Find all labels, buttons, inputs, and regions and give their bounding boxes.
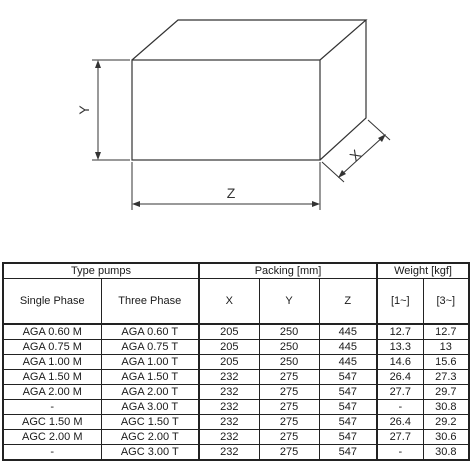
weight-1ph-cell: - <box>377 445 423 461</box>
y-arrow-top <box>95 60 101 68</box>
z-cell: 445 <box>319 355 377 370</box>
y-arrow-bottom <box>95 152 101 160</box>
weight-3ph-cell: 27.3 <box>423 370 469 385</box>
single-phase-cell: AGC 1.50 M <box>3 415 101 430</box>
single-phase-header: Single Phase <box>3 279 101 325</box>
y-cell: 275 <box>259 415 319 430</box>
x-cell: 232 <box>199 400 259 415</box>
single-phase-cell: AGA 1.50 M <box>3 370 101 385</box>
three-phase-cell: AGC 2.00 T <box>101 430 199 445</box>
box-front-face <box>132 60 320 160</box>
single-phase-cell: AGA 2.00 M <box>3 385 101 400</box>
weight-1ph-cell: 27.7 <box>377 430 423 445</box>
weight-header: Weight [kgf] <box>377 263 469 279</box>
weight-3ph-header: [3~] <box>423 279 469 325</box>
table-row <box>3 340 469 355</box>
z-arrow-right <box>312 201 320 207</box>
x-cell: 232 <box>199 445 259 461</box>
table-row <box>3 400 469 415</box>
weight-3ph-cell: 29.2 <box>423 415 469 430</box>
three-phase-cell: AGA 1.50 T <box>101 370 199 385</box>
x-cell: 232 <box>199 370 259 385</box>
weight-3ph-cell: 13 <box>423 340 469 355</box>
table-row <box>3 430 469 445</box>
weight-1ph-cell: 13.3 <box>377 340 423 355</box>
single-phase-cell: AGA 0.75 M <box>3 340 101 355</box>
weight-1ph-cell: 27.7 <box>377 385 423 400</box>
z-cell: 445 <box>319 324 377 340</box>
table-row <box>3 355 469 370</box>
y-header: Y <box>259 279 319 325</box>
single-phase-cell: AGC 2.00 M <box>3 430 101 445</box>
weight-1ph-cell: 12.7 <box>377 324 423 340</box>
three-phase-cell: AGC 1.50 T <box>101 415 199 430</box>
table-row <box>3 445 469 461</box>
weight-1ph-cell: 14.6 <box>377 355 423 370</box>
table-row <box>3 324 469 340</box>
table-body <box>3 324 469 460</box>
weight-3ph-cell: 29.7 <box>423 385 469 400</box>
z-cell: 547 <box>319 415 377 430</box>
z-cell: 547 <box>319 385 377 400</box>
three-phase-cell: AGC 3.00 T <box>101 445 199 461</box>
y-cell: 275 <box>259 445 319 461</box>
x-ext-2 <box>368 120 390 140</box>
weight-3ph-cell: 30.6 <box>423 430 469 445</box>
table-row <box>3 415 469 430</box>
single-phase-cell: AGA 1.00 M <box>3 355 101 370</box>
z-cell: 547 <box>319 400 377 415</box>
weight-1ph-cell: 26.4 <box>377 370 423 385</box>
packing-header: Packing [mm] <box>199 263 377 279</box>
weight-1ph-cell: 26.4 <box>377 415 423 430</box>
weight-3ph-cell: 30.8 <box>423 445 469 461</box>
x-cell: 205 <box>199 355 259 370</box>
weight-1ph-cell: - <box>377 400 423 415</box>
three-phase-cell: AGA 0.75 T <box>101 340 199 355</box>
y-cell: 275 <box>259 385 319 400</box>
weight-3ph-cell: 12.7 <box>423 324 469 340</box>
z-header: Z <box>319 279 377 325</box>
z-label: Z <box>226 185 236 201</box>
three-phase-header: Three Phase <box>101 279 199 325</box>
x-header: X <box>199 279 259 325</box>
z-cell: 547 <box>319 430 377 445</box>
y-cell: 250 <box>259 340 319 355</box>
weight-3ph-cell: 30.8 <box>423 400 469 415</box>
x-cell: 232 <box>199 385 259 400</box>
z-cell: 547 <box>319 445 377 461</box>
three-phase-cell: AGA 0.60 T <box>101 324 199 340</box>
y-cell: 250 <box>259 355 319 370</box>
y-cell: 275 <box>259 400 319 415</box>
x-label: X <box>346 146 365 165</box>
single-phase-cell: - <box>3 400 101 415</box>
table-row <box>3 370 469 385</box>
box-top-face <box>132 20 366 60</box>
three-phase-cell: AGA 3.00 T <box>101 400 199 415</box>
z-arrow-left <box>132 201 140 207</box>
y-cell: 275 <box>259 370 319 385</box>
table-row <box>3 385 469 400</box>
type-pumps-header: Type pumps <box>3 263 199 279</box>
weight-3ph-cell: 15.6 <box>423 355 469 370</box>
single-phase-cell: AGA 0.60 M <box>3 324 101 340</box>
x-cell: 232 <box>199 415 259 430</box>
three-phase-cell: AGA 2.00 T <box>101 385 199 400</box>
x-cell: 205 <box>199 340 259 355</box>
y-cell: 275 <box>259 430 319 445</box>
three-phase-cell: AGA 1.00 T <box>101 355 199 370</box>
x-ext-1 <box>322 162 344 182</box>
pump-packing-table <box>2 262 470 461</box>
x-cell: 232 <box>199 430 259 445</box>
single-phase-cell: - <box>3 445 101 461</box>
y-cell: 250 <box>259 324 319 340</box>
box-side-face <box>320 20 366 160</box>
z-cell: 547 <box>319 370 377 385</box>
z-cell: 445 <box>319 340 377 355</box>
y-label: Y <box>76 105 92 115</box>
x-cell: 205 <box>199 324 259 340</box>
weight-1ph-header: [1~] <box>377 279 423 325</box>
